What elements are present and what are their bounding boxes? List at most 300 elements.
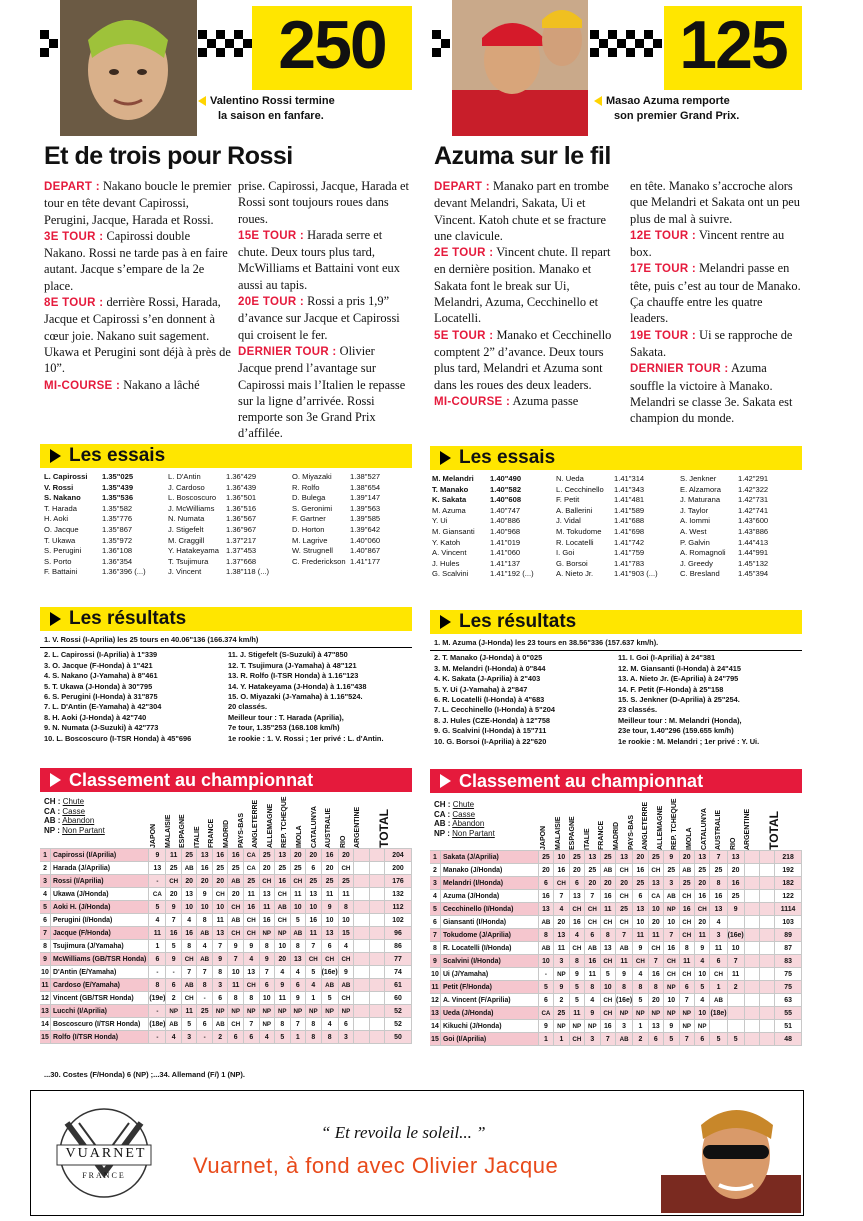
race-points: 16 [243,901,259,914]
race-points: 9 [695,942,710,955]
race-points: 10 [695,1007,710,1020]
race-points: 20 [290,849,306,862]
race-points: 7 [197,966,213,979]
race-points: 9 [633,942,648,955]
race-points: CH [554,877,569,890]
race-points: CH [243,914,259,927]
race-points: 11 [275,992,291,1005]
lap-time: 1.41"759 [614,548,645,558]
race-points [354,888,369,901]
race-points: 8 [306,1031,322,1044]
rider-name: Petit (F/Honda) [440,981,538,994]
race-points: CA [538,1007,553,1020]
race-points: 5 [275,1031,291,1044]
race-points: CH [228,1018,244,1031]
legend-meaning: Chute [62,797,85,806]
total-points: 55 [775,1007,802,1020]
rider-name: W. Strugnell [292,546,333,556]
lap-time: 1.42"322 [738,484,769,494]
rider-name: J. Stigefelt [168,524,204,534]
rider-name: M. Giansanti [432,526,475,536]
race-points: 25 [710,864,727,877]
rider-name: J. Taylor [680,505,709,515]
race-points: 7 [259,966,275,979]
race-points: 20 [538,864,553,877]
race-points: 20 [695,877,710,890]
standings-row [40,1031,412,1044]
race-points [744,903,759,916]
circuit-label: MADRID [223,820,230,848]
race-points: 4 [166,1031,182,1044]
total-points: 102 [385,914,412,927]
race-points: 8 [538,929,553,942]
article-paragraph [44,178,232,228]
race-points [354,862,369,875]
race-points: 10 [197,901,213,914]
circuit-label: ALLEMAGNE [656,805,664,850]
race-points: 25 [648,851,663,864]
race-points: CH [600,955,615,968]
race-points: 13 [695,851,710,864]
total-points: 52 [385,1005,412,1018]
essais-row [556,516,680,527]
rank: 1 [40,849,50,862]
standings-row [40,914,412,927]
race-points: CH [679,929,694,942]
lap-time: 1.41"314 [614,474,645,483]
race-points: - [149,966,166,979]
race-points: 5 [538,981,553,994]
lap-time: 1.41"481 [614,495,645,505]
paragraph-label: 17E TOUR : [630,263,697,276]
race-points [354,940,369,953]
rank: 6 [40,914,50,927]
rider-name: Harada (J/Aprilia) [50,862,148,875]
result-line: 8. H. Aoki (J-Honda) à 42"740 [44,712,147,722]
article-title: Azuma sur le fil [434,142,611,170]
race-points: NP [679,1007,694,1020]
race-points: 5 [306,966,322,979]
rider-name: S. Perugini [44,546,82,556]
essais-row [168,546,292,557]
legend-code: CH : [434,800,451,809]
race-points [354,979,369,992]
race-points: 20 [212,875,228,888]
essais-row [44,525,168,536]
race-points: 4 [338,940,354,953]
essais-column [292,472,410,578]
race-points: 25 [338,875,354,888]
total-points: 86 [385,940,412,953]
essais-row [168,536,292,547]
rank: 5 [430,903,440,916]
lap-time: 1.41"137 [490,558,521,568]
lap-time: 1.38"527 [350,472,381,481]
lap-time: 1.41"019 [490,537,521,547]
standings-row [430,929,802,942]
paragraph-text: Capirossi double Nakano. Rossi ne tarde pas à en faire autant. Jacque s’empare de la 2e place. [44,228,228,293]
rider-name: Cardoso (E/Yamaha) [50,979,148,992]
total-points: 87 [775,942,802,955]
caption-arrow-icon [198,96,206,106]
race-points: CH [212,888,228,901]
rider-name: O. Miyazaki [292,472,332,481]
race-points: 11 [616,955,633,968]
section-header-classement: Classement au championnat [40,768,412,792]
circuit-label: PAYS-BAS [627,814,635,850]
article-title: Et de trois pour Rossi [44,142,293,170]
race-points: CA [149,888,166,901]
essais-row [556,548,680,559]
lap-time: 1.41"783 [614,558,645,568]
rider-name: O. Jacque [44,524,79,534]
paragraph-text: Nakano boucle le premier tour en tête devant Capirossi, Perugini, Jacque, Harada et Rossi. [44,179,232,227]
race-points: 11 [695,929,710,942]
result-line: 7. L. D'Antin (E-Yamaha) à 42"304 [44,702,162,712]
essais-row [292,536,410,547]
race-points: 2 [727,981,744,994]
rider-name: Cecchinello (I/Honda) [440,903,538,916]
total-points: 48 [775,1033,802,1046]
essais-row [432,559,556,570]
lap-time: 1.45"132 [738,558,769,568]
article-paragraph [238,178,410,227]
rank: 14 [430,1020,440,1033]
checkered-flag-icon [432,30,450,57]
race-points: AB [538,916,553,929]
result-line: 5. T. Ukawa (J-Honda) à 30"795 [44,681,153,691]
race-points: 20 [338,849,354,862]
race-points: (18e) [710,1007,727,1020]
race-points: AB [600,864,615,877]
race-points: CH [306,953,322,966]
circuit-label: IMOLA [296,825,303,848]
paragraph-text: en tête. Manako s’accroche alors que Melandri et Sakata ont un peu plus de mal à suivre. [630,179,800,226]
paragraph-label: MI-COURSE : [44,379,121,392]
photo-caption: Masao Azuma remporte son premier Grand Prix. [594,94,739,124]
race-points: NP [664,981,679,994]
rank: 11 [430,981,440,994]
legend-item [44,816,105,826]
race-points: NP [569,1020,584,1033]
race-points: (18e) [149,1018,166,1031]
race-points: (16e) [727,929,744,942]
rank: 14 [40,1018,50,1031]
paragraph-label: 5E TOUR : [434,329,494,342]
legend-meaning: Abandon [452,819,485,828]
race-points [369,927,384,940]
race-points: 10 [321,914,338,927]
race-points: NP [554,1020,569,1033]
rider-name: A. Nieto Jr. [556,569,594,579]
race-points: 6 [648,1033,663,1046]
race-points: CH [616,890,633,903]
result-line: 11. J. Stigefelt (S-Suzuki) à 47"850 [228,650,348,660]
result-line: 11. I. Goi (I-Aprilia) à 24"381 [618,653,716,663]
rider-name: F. Petit [556,495,580,505]
circuit-headers [148,796,410,848]
essais-row [44,546,168,557]
race-points: 6 [321,940,338,953]
result-line: 20 classés. [228,702,268,712]
race-points: 8 [275,1018,291,1031]
race-points: AB [338,979,354,992]
lap-time: 1.41"192 (...) [490,569,534,579]
race-points: CH [181,992,197,1005]
rider-name: Ueda (J/Honda) [440,1007,538,1020]
circuit-label: JAPON [540,825,547,850]
circuit-label: FRANCE [208,818,216,848]
race-points: 16 [585,955,600,968]
lap-time: 1.44"991 [738,548,769,558]
rider-name: H. Aoki [44,514,69,524]
race-points: 10 [664,916,679,929]
race-points: 3 [664,877,679,890]
total-points: 52 [385,1018,412,1031]
circuit-label: ARGENTINE [354,806,362,848]
paragraph-label: MI-COURSE : [434,395,511,408]
rider-name: I. Goi [556,548,575,558]
standings-legend [434,800,495,838]
race-points: 8 [321,1031,338,1044]
essais-row [556,538,680,549]
result-line: 10. G. Borsoi (I-Aprilia) à 22"620 [434,736,547,746]
race-points: 1 [290,1031,306,1044]
race-points: 6 [228,1031,244,1044]
race-points: NP [228,1005,244,1018]
rank: 3 [40,875,50,888]
paragraph-text: Nakano a lâché [120,377,200,392]
race-points: 7 [243,1018,259,1031]
essais-column [432,474,556,580]
checkered-flag-icon [216,30,234,57]
race-points: 13 [600,942,615,955]
lap-time: 1.41"589 [614,505,645,515]
race-points: 9 [538,1020,553,1033]
standings-row [40,875,412,888]
race-points [727,1007,744,1020]
rider-name: J. Vidal [556,516,581,526]
race-points [369,992,384,1005]
race-points: 8 [616,981,633,994]
race-points: CA [243,862,259,875]
rider-name: T. Tsujimura [168,556,209,566]
essais-row [44,504,168,515]
paragraph-label: 12E TOUR : [630,229,697,242]
rider-name: Tokudome (J/Aprilia) [440,929,538,942]
essais-row [680,527,798,538]
article-column [434,178,620,410]
race-points: 11 [727,968,744,981]
lap-time: 1.44"413 [738,537,769,547]
race-points: 6 [538,877,553,890]
race-points: 20 [695,916,710,929]
race-points: - [197,992,213,1005]
race-points: 4 [695,955,710,968]
race-points: 9 [727,903,744,916]
race-points: 6 [166,979,182,992]
rider-name: P. Galvin [680,537,710,547]
legend-meaning: Non Partant [62,825,105,835]
race-points: CH [321,953,338,966]
checkered-flag-icon [198,30,216,57]
rider-name: A. Romagnoli [680,548,726,558]
race-points [759,864,774,877]
essais-row [680,495,798,506]
essais-row [432,474,556,485]
race-points: 13 [554,929,569,942]
result-line: 7e tour, 1.35"253 (168.108 km/h) [228,723,340,733]
section-arrow-icon [50,773,61,787]
rider-name: R. Locatelli (I/Honda) [440,942,538,955]
legend-item [44,797,105,807]
paragraph-label: 3E TOUR : [44,230,104,243]
race-points [759,1020,774,1033]
total-points: 1114 [775,903,802,916]
race-points: 25 [633,877,648,890]
lap-time: 1.40"747 [490,505,521,515]
vuarnet-advertisement [30,1090,804,1216]
race-points: 5 [290,914,306,927]
race-points: AB [321,979,338,992]
race-points: AB [166,1018,182,1031]
rider-name: A. Iommi [680,516,710,526]
race-points: 16 [259,914,275,927]
standings-row [430,955,802,968]
ad-tagline: Vuarnet, à fond avec Olivier Jacque [193,1153,559,1178]
legend-meaning: Non Partant [452,828,495,838]
race-points: CH [600,916,615,929]
legend-meaning: Casse [62,806,86,816]
standings-row [430,942,802,955]
result-line: 2. T. Manako (J-Honda) à 0"025 [434,653,543,663]
race-points: 4 [633,968,648,981]
race-points: 8 [181,940,197,953]
article-paragraph [630,178,802,227]
race-points: 25 [243,875,259,888]
race-points: - [149,1031,166,1044]
race-points: AB [181,862,197,875]
race-points: 5 [727,1033,744,1046]
race-points: CH [166,875,182,888]
race-points: 16 [197,862,213,875]
race-winner: 1. V. Rossi (I-Aprilia) les 25 tours en 40.06"136 (166.374 km/h) [40,634,412,648]
essais-row [432,569,556,580]
race-points: AB [275,901,291,914]
total-points: 63 [775,994,802,1007]
race-points: CH [633,955,648,968]
race-points: 1 [710,981,727,994]
race-points: 6 [633,890,648,903]
race-points: CH [259,875,275,888]
race-points: 9 [212,953,228,966]
rider-name: T. Manako [432,484,469,494]
race-points: 16 [321,849,338,862]
essais-row [432,485,556,496]
circuit-label: ARGENTINE [744,808,752,850]
race-points: 4 [275,966,291,979]
essais-column [556,474,680,580]
rider-name: L. Boscoscuro [168,493,217,503]
result-line: 9. N. Numata (J-Suzuki) à 42"773 [44,723,159,733]
paragraph-label: 8E TOUR : [44,297,104,310]
rider-name: J. Greedy [680,558,713,568]
race-points: 13 [633,903,648,916]
lap-time: 1.36"567 [226,514,257,524]
race-points [759,916,774,929]
race-points: CH [679,890,694,903]
race-points: 25 [569,851,584,864]
race-points: NP [338,1005,354,1018]
race-points: 20 [228,888,244,901]
standings-row [40,992,412,1005]
lap-time: 1.37"453 [226,546,257,556]
rider-name: Y. Ui [432,516,448,526]
race-points [744,994,759,1007]
rider-name: Capirossi (I/Aprilia) [50,849,148,862]
section-arrow-icon [50,449,61,463]
race-points: 16 [228,849,244,862]
race-points: 16 [181,927,197,940]
race-points: CH [569,942,584,955]
circuit-label: RIO [729,837,737,850]
result-line: 23 classés. [618,705,658,715]
article-paragraph [238,343,410,442]
rider-name: V. Rossi [44,482,74,492]
rossi-photo [60,0,197,136]
paragraph-text: Ui se rapproche de Sakata. [630,327,793,359]
race-points: 13 [321,927,338,940]
lap-time: 1.35"582 [102,503,133,513]
circuit-label: AUSTRALIE [715,809,723,850]
race-points: 13 [181,888,197,901]
circuit-label: MALAISIE [164,814,172,848]
lap-time: 1.39"147 [350,493,381,503]
rank: 2 [40,862,50,875]
race-points: 11 [710,942,727,955]
race-points: 10 [212,901,228,914]
race-points: 20 [166,888,182,901]
race-points: 8 [290,940,306,953]
race-points: CH [290,875,306,888]
lap-time: 1.40"582 [490,484,522,494]
race-points: 5 [181,1018,197,1031]
article-column [630,178,802,426]
race-points: 10 [633,916,648,929]
race-points: 9 [616,968,633,981]
race-points: 10 [181,901,197,914]
race-points [369,888,384,901]
race-points: 25 [554,1007,569,1020]
race-points: 9 [290,992,306,1005]
race-points: CH [181,953,197,966]
race-points: 7 [166,914,182,927]
race-points: 3 [212,979,228,992]
essais-row [432,538,556,549]
race-points: 16 [695,890,710,903]
race-points: 8 [212,966,228,979]
article-paragraph [630,227,802,261]
rank: 4 [430,890,440,903]
race-points: 9 [664,851,679,864]
rider-name: A. West [680,526,707,536]
race-points: 6 [585,929,600,942]
lap-time: 1.40"060 [350,535,381,545]
race-points: 6 [679,981,694,994]
race-points [354,914,369,927]
result-line: 3. M. Melandri (I-Honda) à 0"844 [434,663,546,673]
paragraph-label: 19E TOUR : [630,329,697,342]
